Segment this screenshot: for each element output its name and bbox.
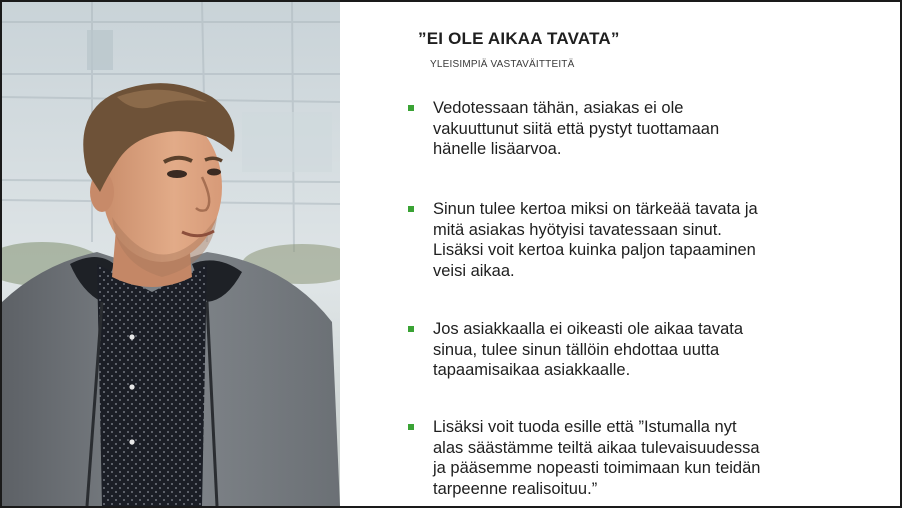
bullet-text: Vedotessaan tähän, asiakas ei ole vakuuttunut siitä että pystyt tuottamaan hänelle lisäarvoa. [433, 99, 720, 158]
bullet-text: Sinun tulee kertoa miksi on tärkeää tavata ja mitä asiakas hyötyisi tavatessaan sinut. Lisäksi voit kertoa kuinka paljon tapaaminen veisi aikaa. [433, 200, 758, 280]
bullet-item [408, 98, 818, 160]
bullet-item [408, 199, 818, 281]
square-bullet-icon [408, 424, 414, 430]
portrait-illustration [2, 2, 340, 506]
bullet-text: Lisäksi voit tuoda esille että ”Istumalla nyt alas säästämme teiltä aikaa tulevaisuudessa ja pääsemme nopeasti toimimaan kun teidän tarpeenne realisoituu.” [433, 418, 761, 498]
bullet-item [408, 417, 818, 499]
square-bullet-icon [408, 105, 414, 111]
slide-title: ”EI OLE AIKAA TAVATA” [418, 29, 620, 48]
bullet-text: Jos asiakkaalla ei oikeasti ole aikaa tavata sinua, tulee sinun tällöin ehdottaa uutta tapaamisaikaa asiakkaalle. [433, 320, 744, 379]
square-bullet-icon [408, 206, 414, 212]
slide-subtitle: YLEISIMPIÄ VASTAVÄITTEITÄ [430, 59, 575, 70]
slide-content [340, 2, 900, 506]
square-bullet-icon [408, 326, 414, 332]
bullet-item [408, 319, 818, 381]
portrait-photo [2, 2, 340, 506]
